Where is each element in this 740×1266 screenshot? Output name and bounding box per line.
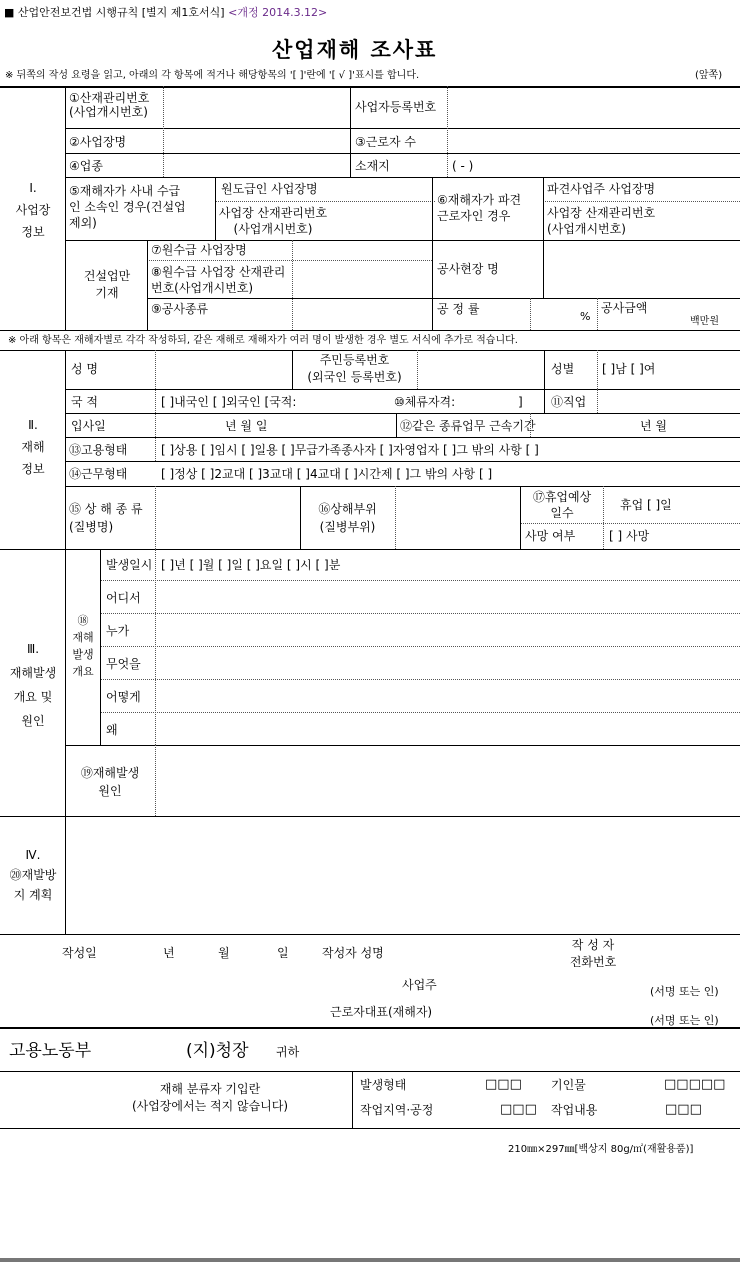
injury-type-label: ⑮ 상 해 종 류 (질병명) xyxy=(69,502,143,534)
amendment-date: <개정 2014.3.12> xyxy=(228,6,328,19)
employer-label: 사업주 xyxy=(402,978,437,992)
gender-label: 성별 xyxy=(551,362,575,376)
hire-date-label: 입사일 xyxy=(71,419,106,433)
worker-rep-sign[interactable]: (서명 또는 인) xyxy=(650,1014,719,1027)
injury-type-field[interactable] xyxy=(158,489,298,547)
employer-sign[interactable]: (서명 또는 인) xyxy=(650,985,719,998)
amount-unit: 백만원 xyxy=(690,316,719,327)
tenure-field[interactable]: 년 월 xyxy=(640,419,667,433)
paper-spec: 210㎜×297㎜[백상지 80g/㎡(재활용품)] xyxy=(508,1144,694,1155)
site-name-label: 공사현장 명 xyxy=(437,262,499,276)
mgmt-number-label: ①산재관리번호 (사업개시번호) xyxy=(69,91,150,120)
work-type-field[interactable] xyxy=(296,300,428,328)
section-3-heading: Ⅲ. 재해발생 개요 및 원인 xyxy=(9,642,57,728)
percent-unit: % xyxy=(580,310,591,323)
workers-field[interactable] xyxy=(450,131,736,151)
table-border-top xyxy=(0,86,740,88)
stay-status-close: ] xyxy=(518,395,523,409)
how-label: 어떻게 xyxy=(106,690,141,704)
rrn-field[interactable] xyxy=(420,353,542,387)
occurrence-type-boxes: □□□ xyxy=(485,1077,522,1092)
work-type-label: ⑨공사종류 xyxy=(151,302,209,316)
how-field[interactable] xyxy=(158,682,736,710)
month-label: 월 xyxy=(218,946,230,960)
ministry-name: 고용노동부 xyxy=(9,1041,92,1061)
gender-checkboxes[interactable]: [ ]남 [ ]여 xyxy=(602,362,656,376)
location-label: 소재지 xyxy=(355,159,390,173)
why-label: 왜 xyxy=(106,723,118,737)
write-date-label: 작성일 xyxy=(62,946,97,960)
where-field[interactable] xyxy=(158,583,736,611)
what-label: 무엇을 xyxy=(106,657,141,671)
what-field[interactable] xyxy=(158,649,736,677)
prevention-plan-field[interactable] xyxy=(68,819,736,931)
occurrence-type-label: 발생형태 xyxy=(360,1078,407,1092)
form-title: 산업재해 조사표 xyxy=(272,38,438,62)
progress-label: 공 정 률 xyxy=(437,302,480,316)
nationality-label: 국 적 xyxy=(71,395,98,409)
tenure-label: ⑫같은 종류업무 근속기간 xyxy=(400,419,536,433)
prime-contractor-mgmt-label: ⑧원수급 사업장 산재관리 번호(사업개시번호) xyxy=(151,265,286,295)
biz-name-label: ②사업장명 xyxy=(69,135,127,149)
honorific: 귀하 xyxy=(276,1045,300,1059)
industry-label: ④업종 xyxy=(69,159,103,173)
dispatch-mgmt-no-label: 사업장 산재관리번호 (사업개시번호) xyxy=(547,206,656,236)
work-area-label: 작업지역·공정 xyxy=(360,1103,434,1117)
section-4-heading: Ⅳ. ⑳재발방 지 계획 xyxy=(9,848,57,902)
death-label: 사망 여부 xyxy=(525,529,576,543)
datetime-field[interactable]: [ ]년 [ ]월 [ ]일 [ ]요일 [ ]시 [ ]분 xyxy=(161,558,341,572)
work-form-checkboxes[interactable]: [ ]정상 [ ]2교대 [ ]3교대 [ ]4교대 [ ]시간제 [ ]그 밖의 사항 [ ] xyxy=(161,467,493,481)
worker-rep-label: 근로자대표(재해자) xyxy=(330,1005,433,1019)
death-checkbox[interactable]: [ ] 사망 xyxy=(609,529,650,543)
who-field[interactable] xyxy=(158,616,736,644)
industry-field[interactable] xyxy=(166,156,348,175)
employment-type-checkboxes[interactable]: [ ]상용 [ ]임시 [ ]일용 [ ]무급가족종사자 [ ]자영업자 [ ]그 밖의 사항 [ ] xyxy=(161,443,539,457)
section-1-heading: Ⅰ. 사업장 정보 xyxy=(15,181,51,239)
who-label: 누가 xyxy=(106,624,130,638)
dispatch-label: ⑥재해자가 파견 근로자인 경우 xyxy=(437,193,522,223)
work-form-label: ⑭근무형태 xyxy=(69,467,128,481)
section-2-heading: Ⅱ. 재해 정보 xyxy=(21,418,45,476)
work-content-boxes: □□□ xyxy=(665,1102,702,1117)
hire-date-field[interactable]: 년 월 일 xyxy=(225,419,268,433)
agent-boxes: □□□□□ xyxy=(664,1077,726,1092)
prime-contractor-label: ⑦원수급 사업장명 xyxy=(151,243,247,257)
biz-reg-no-label: 사업자등록번호 xyxy=(355,100,437,114)
cause-label: ⑲재해발생 원인 xyxy=(80,766,140,798)
datetime-label: 발생일시 xyxy=(106,558,153,572)
prime-biz-name-label: 원도급인 사업장명 xyxy=(221,182,318,196)
form-instructions: ※ 뒤쪽의 작성 요령을 읽고, 아래의 각 항목에 적거나 해당항목의 '[ ]'란에 '[ √ ]'표시를 합니다. xyxy=(5,70,420,81)
site-name-field[interactable] xyxy=(546,244,736,296)
stay-status-label: ⑩체류자격: xyxy=(394,395,456,409)
writer-phone-label: 작 성 자 전화번호 xyxy=(569,938,617,969)
mgmt-number-field[interactable] xyxy=(166,90,348,126)
form-law-reference: ■ 산업안전보건법 시행규칙 [별지 제1호서식] <개정 2014.3.12> xyxy=(4,6,328,19)
amount-label: 공사금액 xyxy=(601,301,648,315)
employment-type-label: ⑬고용형태 xyxy=(69,443,128,457)
cause-field[interactable] xyxy=(158,748,736,814)
per-victim-notice: ※ 아래 항목은 재해자별로 각각 작성하되, 같은 재해로 재해자가 여러 명이 발생한 경우 별도 서식에 추가로 적습니다. xyxy=(8,335,518,346)
office-head: (지)청장 xyxy=(186,1041,249,1061)
subcontract-label: ⑤재해자가 사내 수급 인 소속인 경우(건설업 제외) xyxy=(69,184,186,230)
work-area-boxes: □□□ xyxy=(500,1102,537,1117)
dispatch-biz-name-label: 파견사업주 사업장명 xyxy=(547,182,656,196)
job-label: ⑪직업 xyxy=(551,395,587,409)
injury-part-field[interactable] xyxy=(398,489,518,547)
biz-name-field[interactable] xyxy=(166,131,348,151)
rrn-label: 주민등록번호 (외국인 등록번호) xyxy=(307,353,402,384)
leave-days-label: ⑰휴업예상 일수 xyxy=(532,490,592,520)
name-field[interactable] xyxy=(158,353,290,387)
day-label: 일 xyxy=(277,946,289,960)
construction-only-label: 건설업만 기재 xyxy=(83,269,131,300)
outline-label: ⑱ 재해 발생 개요 xyxy=(72,614,94,678)
location-field[interactable]: ( - ) xyxy=(452,159,474,173)
page-bottom-bar xyxy=(0,1258,740,1262)
where-label: 어디서 xyxy=(106,591,141,605)
front-page-label: (앞쪽) xyxy=(695,70,723,81)
agent-label: 기인물 xyxy=(551,1078,586,1092)
why-field[interactable] xyxy=(158,715,736,743)
work-content-label: 작업내용 xyxy=(551,1103,598,1117)
workers-label: ③근로자 수 xyxy=(355,135,416,149)
classifier-note: 재해 분류자 기입란 (사업장에서는 적지 않습니다) xyxy=(131,1082,289,1113)
leave-days-field[interactable]: 휴업 [ ]일 xyxy=(620,498,672,512)
prime-mgmt-no-label: 사업장 산재관리번호 (사업개시번호) xyxy=(218,206,328,236)
job-field[interactable] xyxy=(600,392,736,411)
injury-part-label: ⑯상해부위 (질병부위) xyxy=(318,502,377,534)
biz-reg-no-field[interactable] xyxy=(450,90,736,126)
nationality-checkboxes[interactable]: [ ]내국인 [ ]외국인 [국적: xyxy=(161,395,297,409)
name-label: 성 명 xyxy=(71,362,98,376)
year-label: 년 xyxy=(163,946,175,960)
writer-name-label: 작성자 성명 xyxy=(322,946,384,960)
